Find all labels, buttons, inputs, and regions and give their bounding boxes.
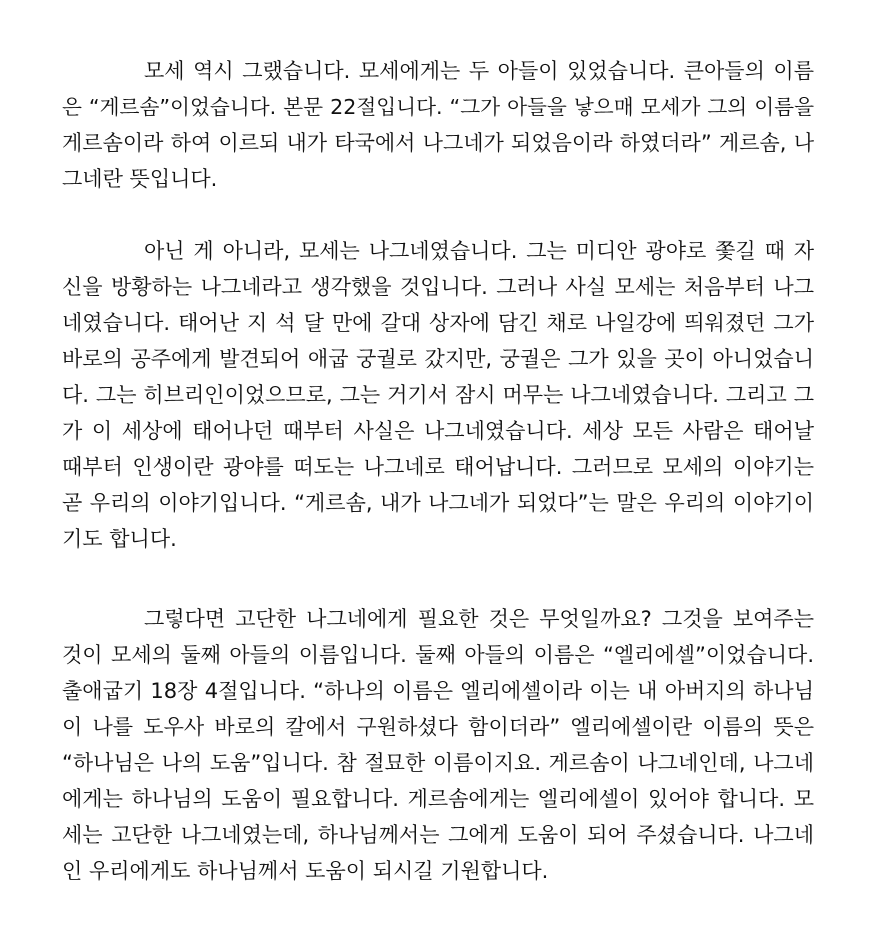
text-line: 게르솜이라 하여 이르되 내가 타국에서 나그네가 되었음이라 하였더라” 게르솜, 나 (62, 131, 814, 155)
text-line: 인 우리에게도 하나님께서 도움이 되시길 기원합니다. (62, 859, 549, 883)
text-line: 기도 합니다. (62, 527, 177, 551)
text-line: 은 “게르솜”이었습니다. 본문 22절입니다. “그가 아들을 낳으매 모세가 그의 이름을 (62, 95, 814, 119)
text-line: 바로의 공주에게 발견되어 애굽 궁궐로 갔지만, 궁궐은 그가 있을 곳이 아니었습니 (62, 347, 814, 371)
text-line: 곧 우리의 이야기입니다. “게르솜, 내가 나그네가 되었다”는 말은 우리의 이야기이 (62, 491, 814, 515)
text-line: 다. 그는 히브리인이었으므로, 그는 거기서 잠시 머무는 나그네였습니다. 그리고 그 (62, 383, 814, 407)
text-line: 네였습니다. 태어난 지 석 달 만에 갈대 상자에 담긴 채로 나일강에 띄워졌던 그가 (62, 311, 814, 335)
text-line: 출애굽기 18장 4절입니다. “하나의 이름은 엘리에셀이라 이는 내 아버지의 하나님 (62, 679, 814, 703)
text-line: 아닌 게 아니라, 모세는 나그네였습니다. 그는 미디안 광야로 쫓길 때 자 (144, 239, 814, 263)
text-line: 가 이 세상에 태어나던 때부터 사실은 나그네였습니다. 세상 모든 사람은 태어날 (62, 419, 814, 443)
text-line: 모세 역시 그랬습니다. 모세에게는 두 아들이 있었습니다. 큰아들의 이름 (144, 59, 814, 83)
text-line: 것이 모세의 둘째 아들의 이름입니다. 둘째 아들의 이름은 “엘리에셀”이었습니다. (62, 643, 814, 667)
text-line: 그네란 뜻입니다. (62, 167, 218, 191)
text-line: 그렇다면 고단한 나그네에게 필요한 것은 무엇일까요? 그것을 보여주는 (144, 607, 814, 631)
text-line: 신을 방황하는 나그네라고 생각했을 것입니다. 그러나 사실 모세는 처음부터 나그 (62, 275, 814, 299)
text-line: “하나님은 나의 도움”입니다. 참 절묘한 이름이지요. 게르솜이 나그네인데, 나그네 (62, 751, 814, 775)
text-line: 이 나를 도우사 바로의 칼에서 구원하셨다 함이더라” 엘리에셀이란 이름의 뜻은 (62, 715, 814, 739)
text-line: 때부터 인생이란 광야를 떠도는 나그네로 태어납니다. 그러므로 모세의 이야기는 (62, 455, 814, 479)
text-line: 에게는 하나님의 도움이 필요합니다. 게르솜에게는 엘리에셀이 있어야 합니다. 모 (62, 787, 814, 811)
text-line: 세는 고단한 나그네였는데, 하나님께서는 그에게 도움이 되어 주셨습니다. 나그네 (62, 823, 814, 847)
